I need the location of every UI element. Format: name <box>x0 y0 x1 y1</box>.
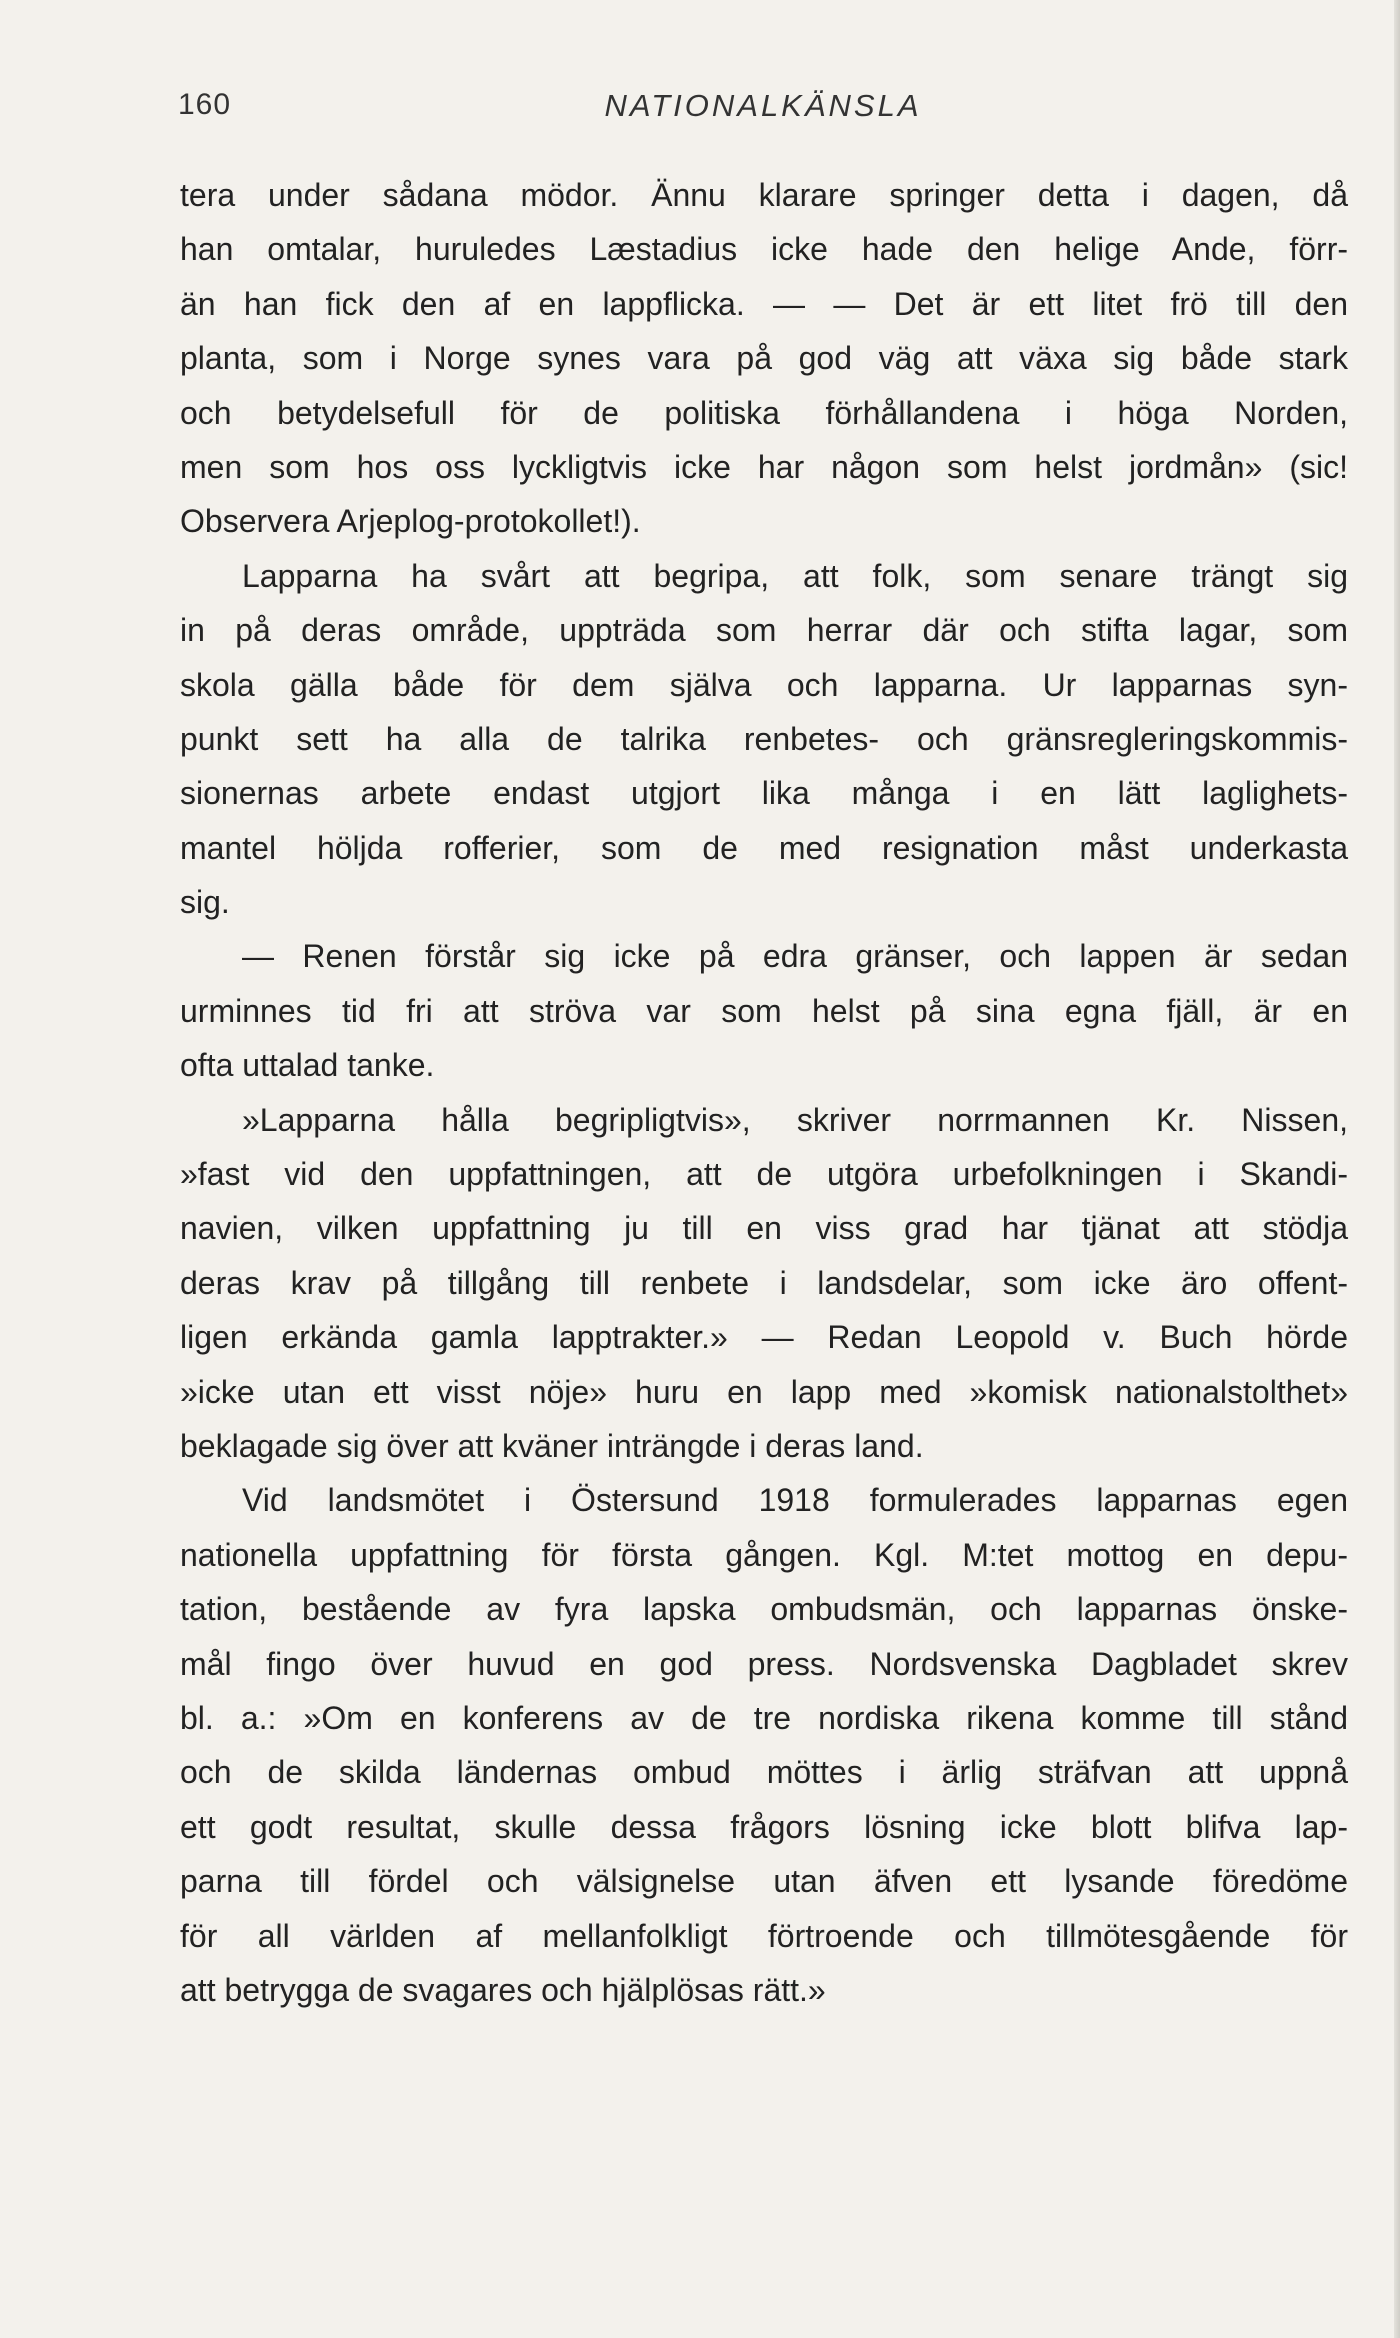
text-line: — Renen förstår sig icke på edra gränser, och lappen är sedan <box>242 938 1348 975</box>
text-line: sionernas arbete endast utgjort lika många i en lätt laglighets- <box>180 775 1348 812</box>
text-line: men som hos oss lyckligtvis icke har någon som helst jordmån» (sic! <box>180 448 1348 485</box>
text-line: urminnes tid fri att ströva var som helst på sina egna fjäll, är en <box>180 992 1348 1029</box>
text-line: än han fick den af en lappflicka. — — Det är ett litet frö till den <box>180 285 1348 322</box>
text-line: sig. <box>180 884 230 921</box>
text-line: planta, som i Norge synes vara på god väg att växa sig både stark <box>180 340 1348 377</box>
text-line: bl. a.: »Om en konferens av de tre nordiska rikena komme till stånd <box>180 1699 1348 1736</box>
text-line: och betydelsefull för de politiska förhållandena i höga Norden, <box>180 394 1348 431</box>
text-line: in på deras område, uppträda som herrar där och stifta lagar, som <box>180 612 1348 649</box>
text-line: Vid landsmötet i Östersund 1918 formulerades lapparnas egen <box>242 1482 1348 1519</box>
body-text <box>180 168 1348 2017</box>
text-line: »icke utan ett visst nöje» huru en lapp med »komisk nationalstolthet» <box>180 1373 1348 1410</box>
text-line: mantel höljda rofferier, som de med resignation måst underkasta <box>180 829 1348 866</box>
text-line: han omtalar, huruledes Læstadius icke hade den helige Ande, förr- <box>180 231 1348 268</box>
text-line: ligen erkända gamla lapptrakter.» — Redan Leopold v. Buch hörde <box>180 1319 1348 1356</box>
text-line: ofta uttalad tanke. <box>180 1047 435 1084</box>
text-line: nationella uppfattning för första gången. Kgl. M:tet mottog en depu- <box>180 1536 1348 1573</box>
text-line: tation, bestående av fyra lapska ombudsmän, och lapparnas önske- <box>180 1591 1348 1628</box>
page-edge <box>1394 0 1400 2338</box>
text-line: »Lapparna hålla begripligtvis», skriver norrmannen Kr. Nissen, <box>242 1101 1348 1138</box>
text-line: beklagade sig över att kväner inträngde i deras land. <box>180 1427 924 1464</box>
text-line: Observera Arjeplog-protokollet!). <box>180 503 641 540</box>
page-header <box>178 88 1348 128</box>
text-line: ett godt resultat, skulle dessa frågors lösning icke blott blifva lap- <box>180 1808 1348 1845</box>
text-line: »fast vid den uppfattningen, att de utgöra urbefolkningen i Skandi- <box>180 1156 1348 1193</box>
text-line: och de skilda ländernas ombud möttes i ärlig sträfvan att uppnå <box>180 1754 1348 1791</box>
text-line: mål fingo över huvud en god press. Nordsvenska Dagbladet skrev <box>180 1645 1348 1682</box>
page-number: 160 <box>178 88 232 121</box>
text-line: skola gälla både för dem själva och lapparna. Ur lapparnas syn- <box>180 666 1348 703</box>
text-line: att betrygga de svagares och hjälplösas rätt.» <box>180 1971 826 2008</box>
text-line: punkt sett ha alla de talrika renbetes- och gränsregleringskommis- <box>180 720 1348 757</box>
text-line: för all världen af mellanfolkligt förtroende och tillmötesgående för <box>180 1917 1348 1954</box>
text-line: tera under sådana mödor. Ännu klarare springer detta i dagen, då <box>180 177 1348 213</box>
text-line: Lapparna ha svårt att begripa, att folk, som senare trängt sig <box>242 557 1348 594</box>
text-line: deras krav på tillgång till renbete i landsdelar, som icke äro offent- <box>180 1264 1348 1301</box>
running-title: NATIONALKÄNSLA <box>604 88 922 123</box>
text-line: navien, vilken uppfattning ju till en viss grad har tjänat att stödja <box>180 1210 1348 1247</box>
text-line: parna till fördel och välsignelse utan äfven ett lysande föredöme <box>180 1863 1348 1900</box>
